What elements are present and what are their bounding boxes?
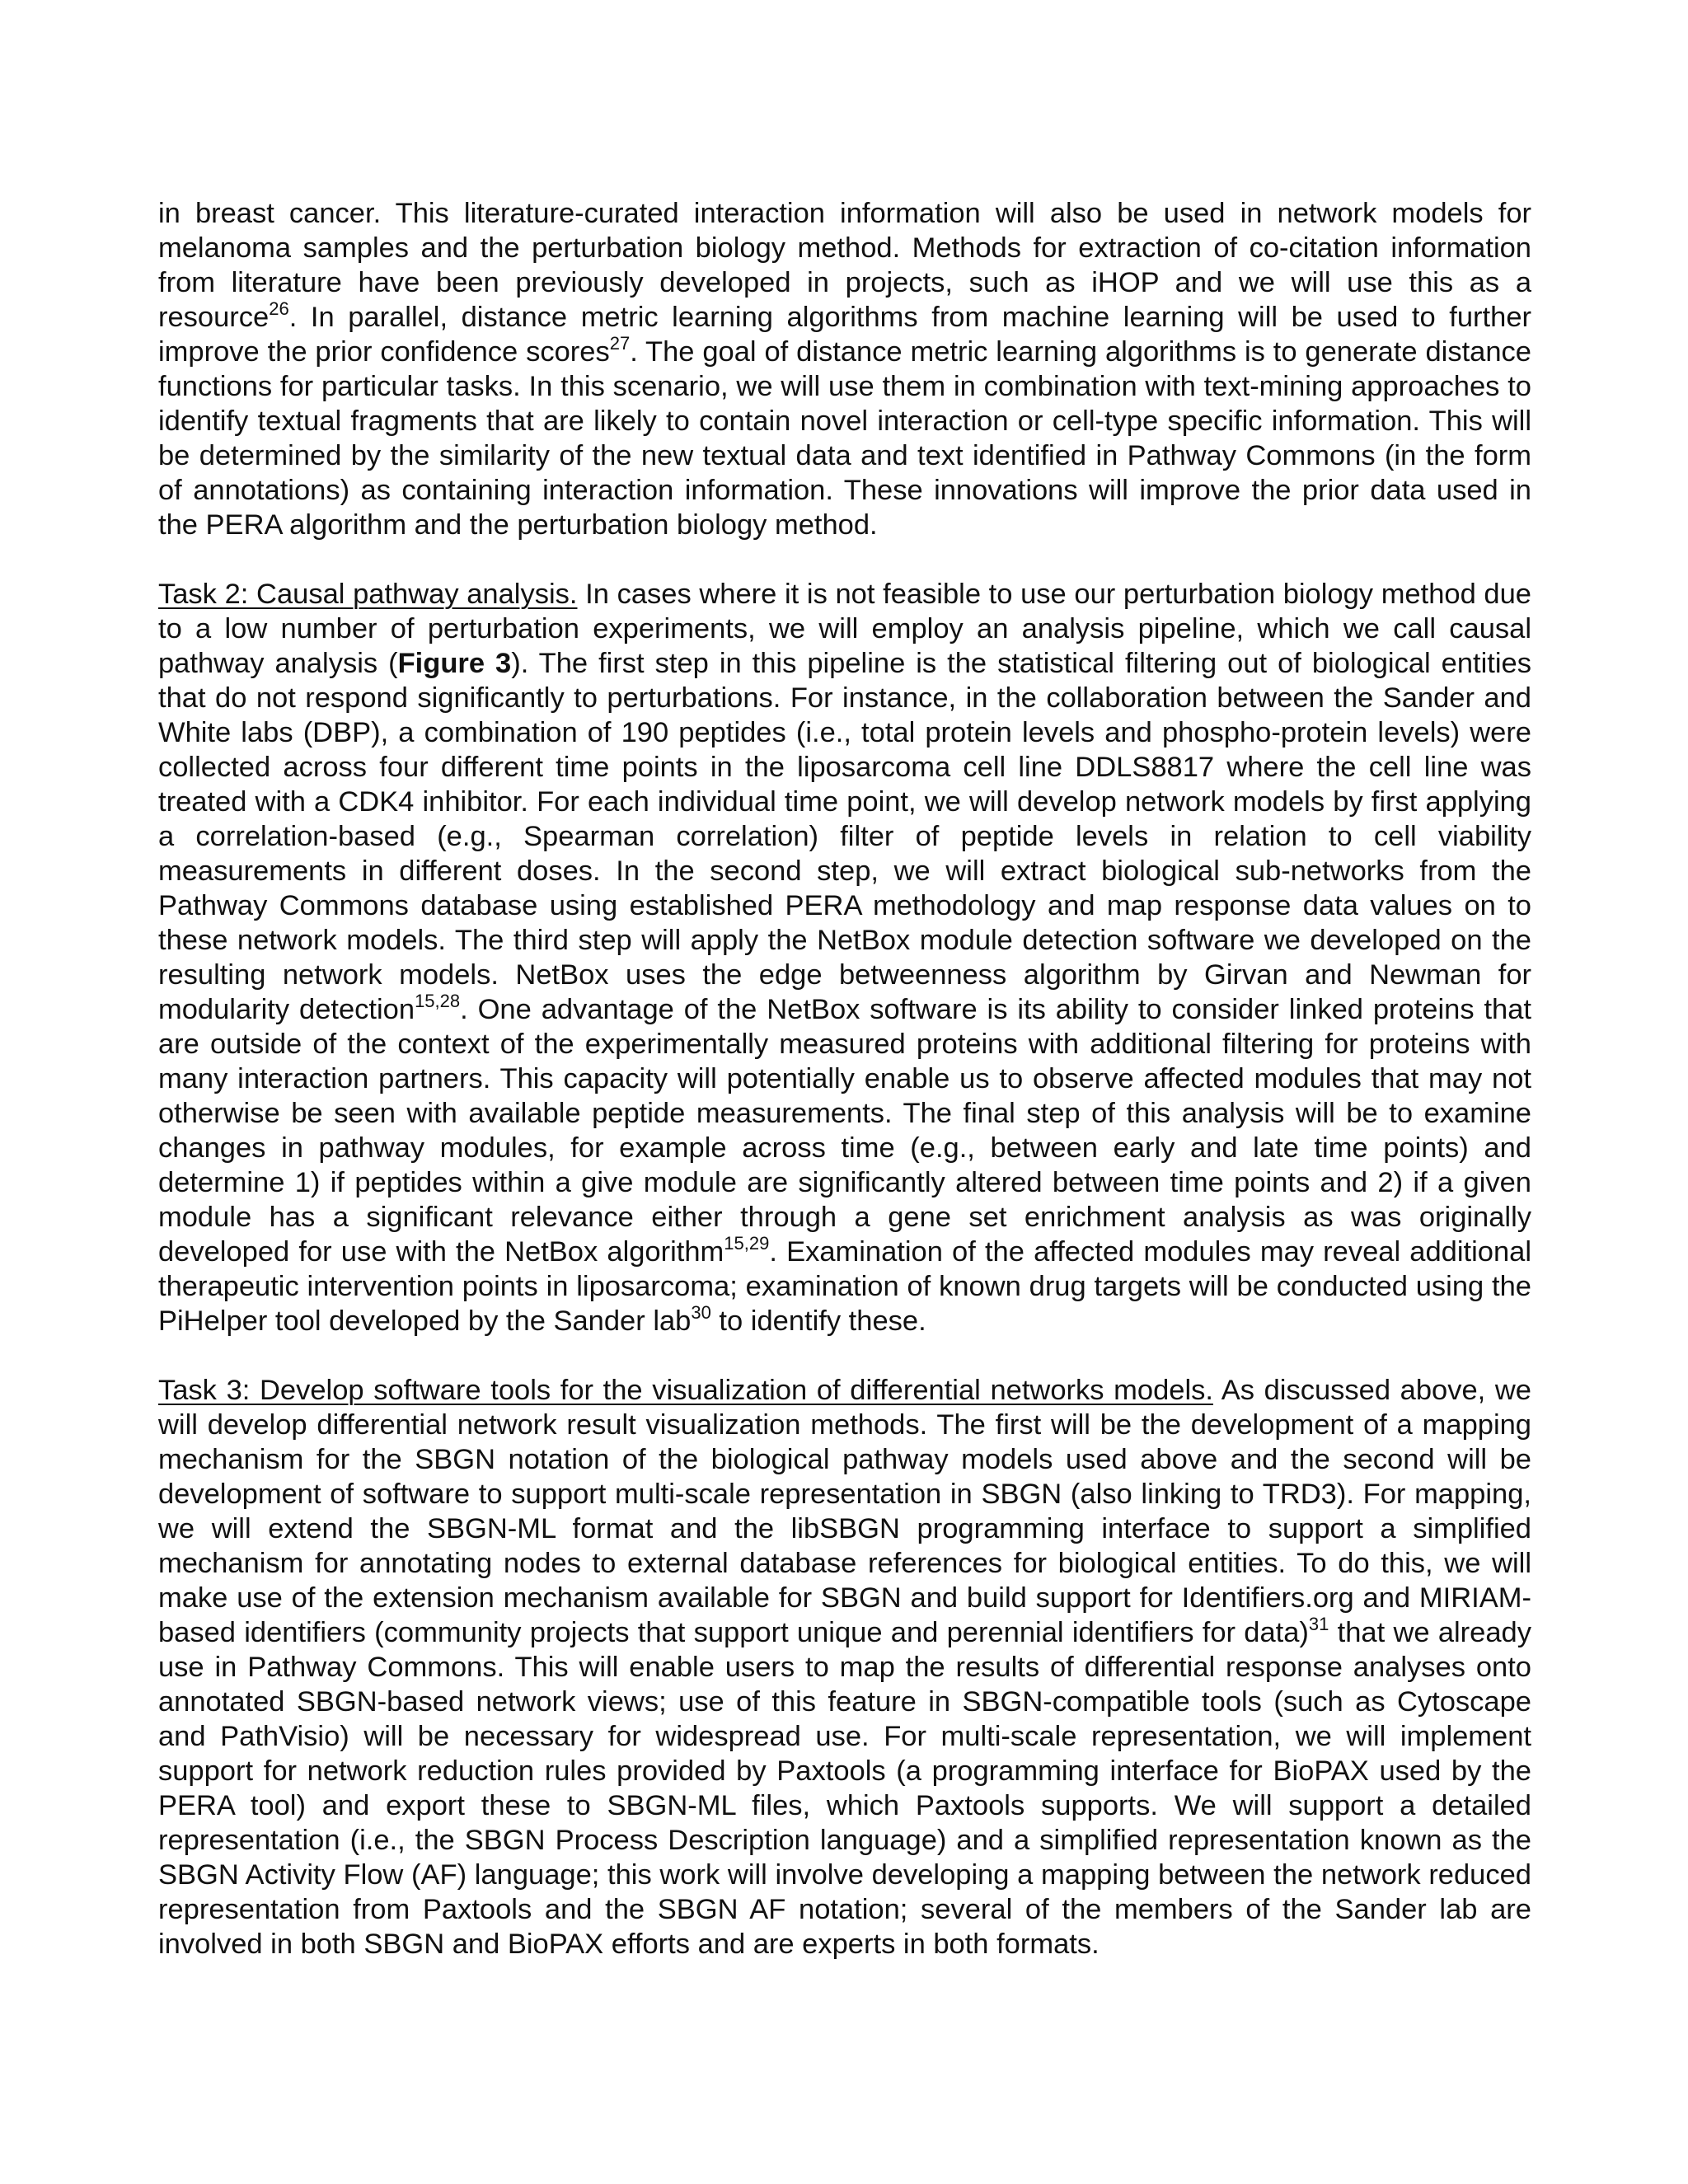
paragraph-text: . The goal of distance metric learning algorithms is to generate distance functions for particular tasks. In this scenario, we will use them in combination with text-mining approaches to identify textual fragments that are likely to contain novel interaction or cell-type specific information. This will be determined by the similarity of the new textual data and text identified in Pathway Commons (in the form of annotations) as containing interaction information. These innovations will improve the prior data used in the PERA algorithm and the perturbation biology method. bbox=[158, 336, 1531, 541]
paragraph-task-2 bbox=[158, 577, 1531, 1338]
paragraph-text: ). The first step in this pipeline is the statistical filtering out of biological entities that do not respond significantly to perturbations. For instance, in the collaboration between the Sander and White labs (DBP), a combination of 190 peptides (i.e., total protein levels and phospho-protein levels) were collected across four different time points in the liposarcoma cell line DDLS8817 where the cell line was treated with a CDK4 inhibitor. For each individual time point, we will develop network models by first applying a correlation-based (e.g., Spearman correlation) filter of peptide levels in relation to cell viability measurements in different doses. In the second step, we will extract biological sub-networks from the Pathway Commons database using established PERA methodology and map response data values on to these network models. The third step will apply the NetBox module detection software we developed on the resulting network models. NetBox uses the edge betweenness algorithm by Girvan and Newman for modularity detection bbox=[158, 648, 1531, 1025]
paragraph-text: to identify these. bbox=[710, 1305, 926, 1337]
paragraph-text: in breast cancer. This literature-curated interaction information will also be used in network models for melanoma samples and the perturbation biology method. Methods for extraction of co-citation information from literature have been previously developed in projects, such as iHOP and we will use this as a resource bbox=[158, 198, 1531, 333]
paragraph-text: As discussed above, we will develop differential network result visualization methods. The first will be the development of a mapping mechanism for the SBGN notation of the biological pathway models used above and the second will be development of software to support multi-scale representation in SBGN (also linking to TRD3). For mapping, we will extend the SBGN-ML format and the libSBGN programming interface to support a simplified mechanism for annotating nodes to external database references for biological entities. To do this, we will make use of the extension mechanism available for SBGN and build support for Identifiers.org and MIRIAM-based identifiers (community projects that support unique and perennial identifiers for data) bbox=[158, 1375, 1531, 1648]
figure-reference: Figure 3 bbox=[397, 648, 512, 679]
citation-ref: 30 bbox=[691, 1302, 711, 1323]
paragraph-text: . Examination of the affected modules may reveal additional therapeutic intervention points in liposarcoma; examination of known drug targets will be conducted using the PiHelper tool developed by the Sander lab bbox=[158, 1236, 1531, 1337]
paragraph-text: . In parallel, distance metric learning algorithms from machine learning will be used to further improve the prior confidence scores bbox=[158, 302, 1531, 368]
citation-ref: 15,29 bbox=[724, 1233, 770, 1254]
paragraph-text: . One advantage of the NetBox software is its ability to consider linked proteins that are outside of the context of the experimentally measured proteins with additional filtering for proteins with many interaction partners. This capacity will potentially enable us to observe affected modules that may not otherwise be seen with available peptide measurements. The final step of this analysis will be to examine changes in pathway modules, for example across time (e.g., between early and late time points) and determine 1) if peptides within a give module are significantly altered between time points and 2) if a given module has a significant relevance either through a gene set enrichment analysis as was originally developed for use with the NetBox algorithm bbox=[158, 994, 1531, 1268]
paragraph-literature-curation bbox=[158, 196, 1531, 542]
citation-ref: 27 bbox=[609, 333, 631, 354]
citation-ref: 26 bbox=[269, 298, 289, 319]
paragraph-task-3 bbox=[158, 1373, 1531, 1961]
citation-ref: 15,28 bbox=[415, 991, 461, 1011]
document-page bbox=[158, 196, 1531, 2064]
paragraph-text: In cases where it is not feasible to use our perturbation biology method due to a low number of perturbation experiments, we will employ an analysis pipeline, which we call causal pathway analysis ( bbox=[158, 579, 1531, 679]
paragraph-text: that we already use in Pathway Commons. This will enable users to map the results of differential response analyses onto annotated SBGN-based network views; use of this feature in SBGN-compatible tools (such as Cytoscape and PathVisio) will be necessary for widespread use. For multi-scale representation, we will implement support for network reduction rules provided by Paxtools (a programming interface for BioPAX used by the PERA tool) and export these to SBGN-ML files, which Paxtools supports. We will support a detailed representation (i.e., the SBGN Process Description language) and a simplified representation known as the SBGN Activity Flow (AF) language; this work will involve developing a mapping between the network reduced representation from Paxtools and the SBGN AF notation; several of the members of the Sander lab are involved in both SBGN and BioPAX efforts and are experts in both formats. bbox=[158, 1617, 1531, 1960]
task-3-heading: Task 3: Develop software tools for the visualization of differential networks models. bbox=[158, 1375, 1213, 1406]
citation-ref: 31 bbox=[1308, 1614, 1329, 1634]
task-2-heading: Task 2: Causal pathway analysis. bbox=[158, 579, 578, 610]
